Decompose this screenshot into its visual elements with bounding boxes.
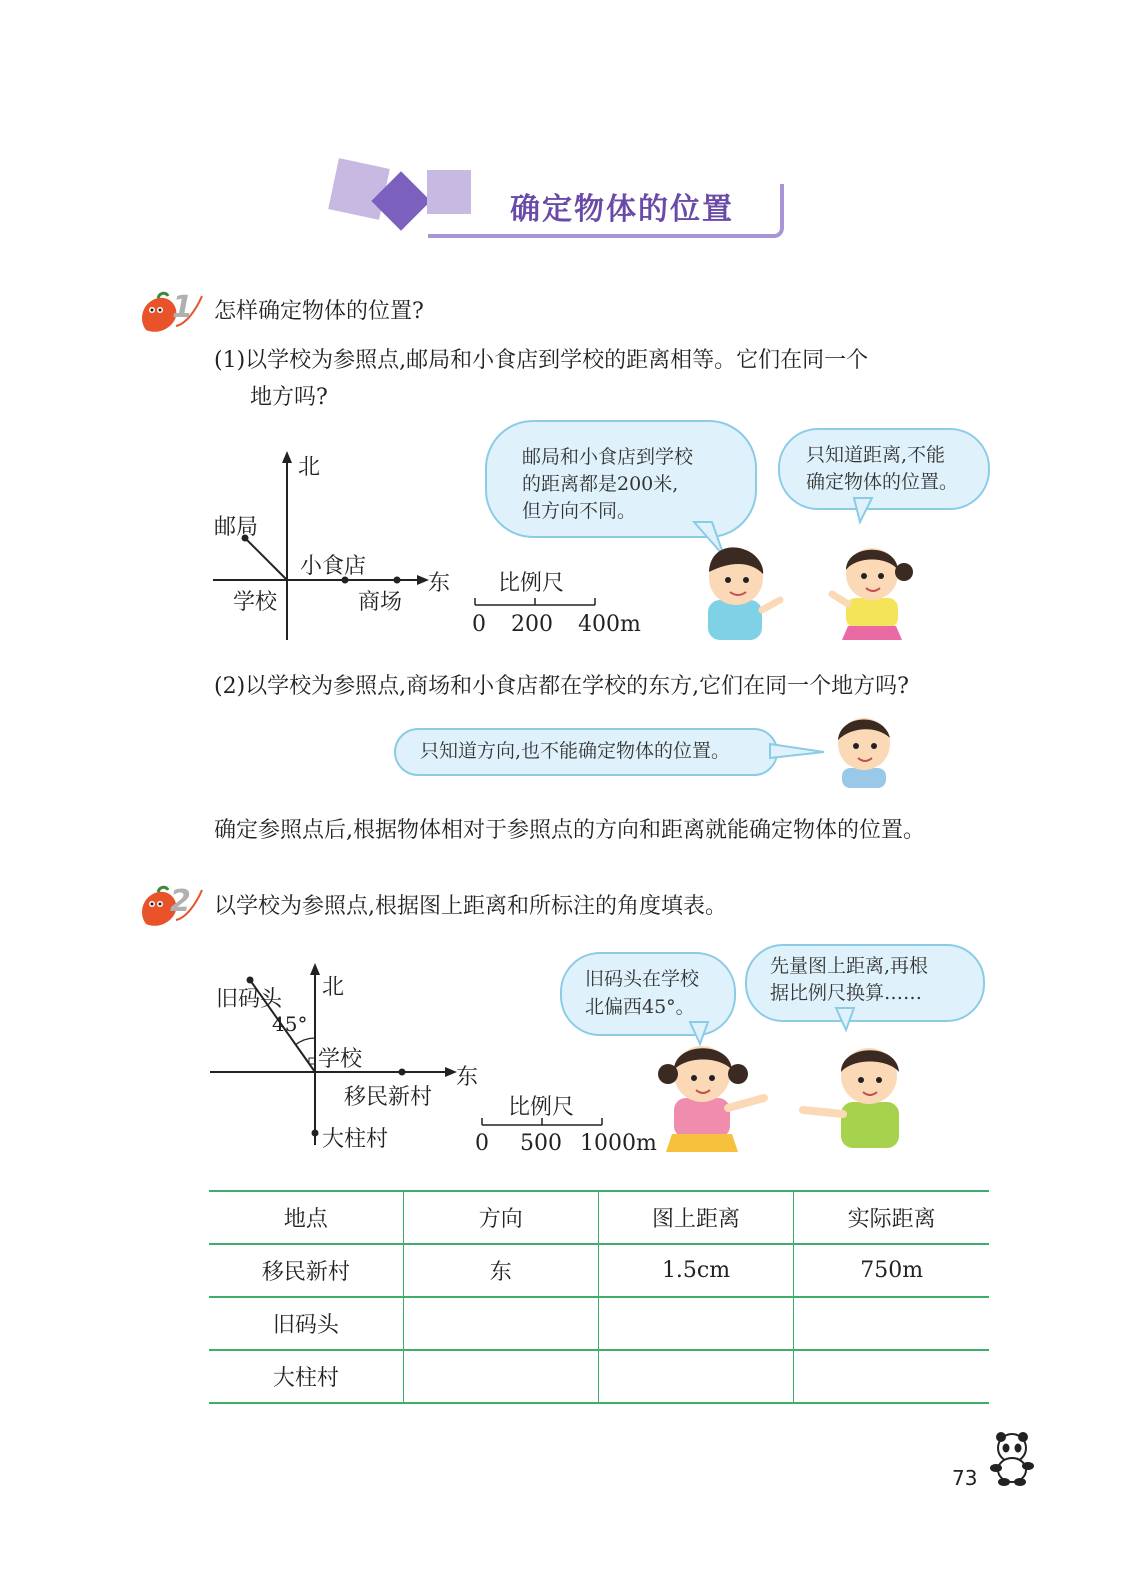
bubble-tail-boy-q2 [832, 1006, 862, 1034]
girl-character-illustration [826, 534, 918, 642]
map1-snack-shop-label: 小食店 [300, 554, 367, 579]
table-row [209, 1350, 989, 1403]
scale2-title: 比例尺 [508, 1095, 575, 1120]
bubble-boy-q2-line2: 据比例尺换算…… [770, 982, 923, 1004]
table-header-row [209, 1191, 989, 1244]
q2-badge [136, 884, 208, 936]
scale1-tick-1: 200 [511, 612, 553, 637]
q1-part1-line2: 地方吗? [250, 385, 328, 410]
bubble-tail-part2 [768, 740, 828, 764]
table-cell: 东 [403, 1244, 598, 1297]
boy-character-illustration [692, 538, 787, 644]
table-cell: 750m [794, 1244, 989, 1297]
map1-school-label: 学校 [233, 590, 278, 615]
scale2-bar [475, 1116, 615, 1132]
bubble-boy-q1-line2: 的距离都是200米, [522, 473, 679, 495]
scale2-tick-0: 0 [475, 1131, 489, 1156]
bubble-tail-girl-q1 [850, 496, 880, 526]
table-header-cell: 实际距离 [794, 1191, 989, 1244]
table-header-cell: 方向 [403, 1191, 598, 1244]
page-title: 确定物体的位置 [510, 192, 734, 227]
table-cell-blank[interactable] [598, 1297, 794, 1350]
q1-part1-line1: (1)以学校为参照点,邮局和小食店到学校的距离相等。它们在同一个 [214, 348, 869, 373]
map1-post-office-label: 邮局 [214, 515, 259, 540]
scale2-tick-1: 500 [520, 1131, 562, 1156]
map2-village-label: 移民新村 [344, 1085, 433, 1110]
page-number: 73 [952, 1466, 978, 1490]
q2-prompt: 以学校为参照点,根据图上距离和所标注的角度填表。 [214, 894, 727, 919]
table-row [209, 1244, 989, 1297]
panda-icon [986, 1430, 1038, 1486]
table-cell-blank[interactable] [794, 1350, 989, 1403]
q2-number: 2 [170, 884, 191, 919]
bubble-girl-q2-line1: 旧码头在学校 [585, 968, 700, 990]
q1-prompt: 怎样确定物体的位置? [214, 299, 424, 324]
table-row [209, 1297, 989, 1350]
map2-north-label: 北 [322, 975, 345, 1000]
table-cell: 移民新村 [209, 1244, 403, 1297]
map1-mall-label: 商场 [358, 590, 403, 615]
scale1-title: 比例尺 [498, 571, 565, 596]
q1-badge [136, 290, 208, 342]
scale1-bar [470, 596, 602, 612]
map2-east-label: 东 [456, 1065, 479, 1090]
q1-number: 1 [172, 290, 193, 325]
table-cell-blank[interactable] [403, 1297, 598, 1350]
table-cell: 旧码头 [209, 1297, 403, 1350]
bubble-girl-q1-line1: 只知道距离,不能 [806, 444, 946, 466]
bubble-girl-q2-line2: 北偏西45°。 [585, 996, 695, 1018]
map2-school-label: 学校 [318, 1047, 363, 1072]
map1-north-label: 北 [298, 455, 321, 480]
scale1-tick-2: 400m [578, 612, 641, 637]
q1-part2: (2)以学校为参照点,商场和小食店都在学校的东方,它们在同一个地方吗? [214, 674, 909, 699]
table-cell: 大柱村 [209, 1350, 403, 1403]
q1-conclusion: 确定参照点后,根据物体相对于参照点的方向和距离就能确定物体的位置。 [214, 818, 925, 843]
bubble-girl-q1-line2: 确定物体的位置。 [806, 471, 959, 493]
map1-east-label: 东 [428, 571, 451, 596]
boy-head-illustration [828, 708, 900, 788]
girl-pointing-illustration [652, 1034, 774, 1156]
location-table [209, 1190, 989, 1404]
map2-angle-label: 45° [272, 1012, 308, 1036]
bubble-boy-q1-line1: 邮局和小食店到学校 [522, 446, 694, 468]
boy-pointing-illustration [795, 1036, 921, 1156]
bubble-part2-text: 只知道方向,也不能确定物体的位置。 [420, 740, 731, 762]
table-cell: 1.5cm [598, 1244, 794, 1297]
table-header-cell: 地点 [209, 1191, 403, 1244]
table-cell-blank[interactable] [598, 1350, 794, 1403]
map2-old-pier-label: 旧码头 [216, 987, 283, 1012]
scale1-tick-0: 0 [472, 612, 486, 637]
bubble-boy-q2-line1: 先量图上距离,再根 [770, 955, 929, 977]
map2-dazhu-label: 大柱村 [322, 1127, 389, 1152]
table-cell-blank[interactable] [794, 1297, 989, 1350]
table-cell-blank[interactable] [403, 1350, 598, 1403]
bubble-boy-q1-line3: 但方向不同。 [522, 500, 637, 522]
scale2-tick-2: 1000m [580, 1131, 657, 1156]
table-header-cell: 图上距离 [598, 1191, 794, 1244]
